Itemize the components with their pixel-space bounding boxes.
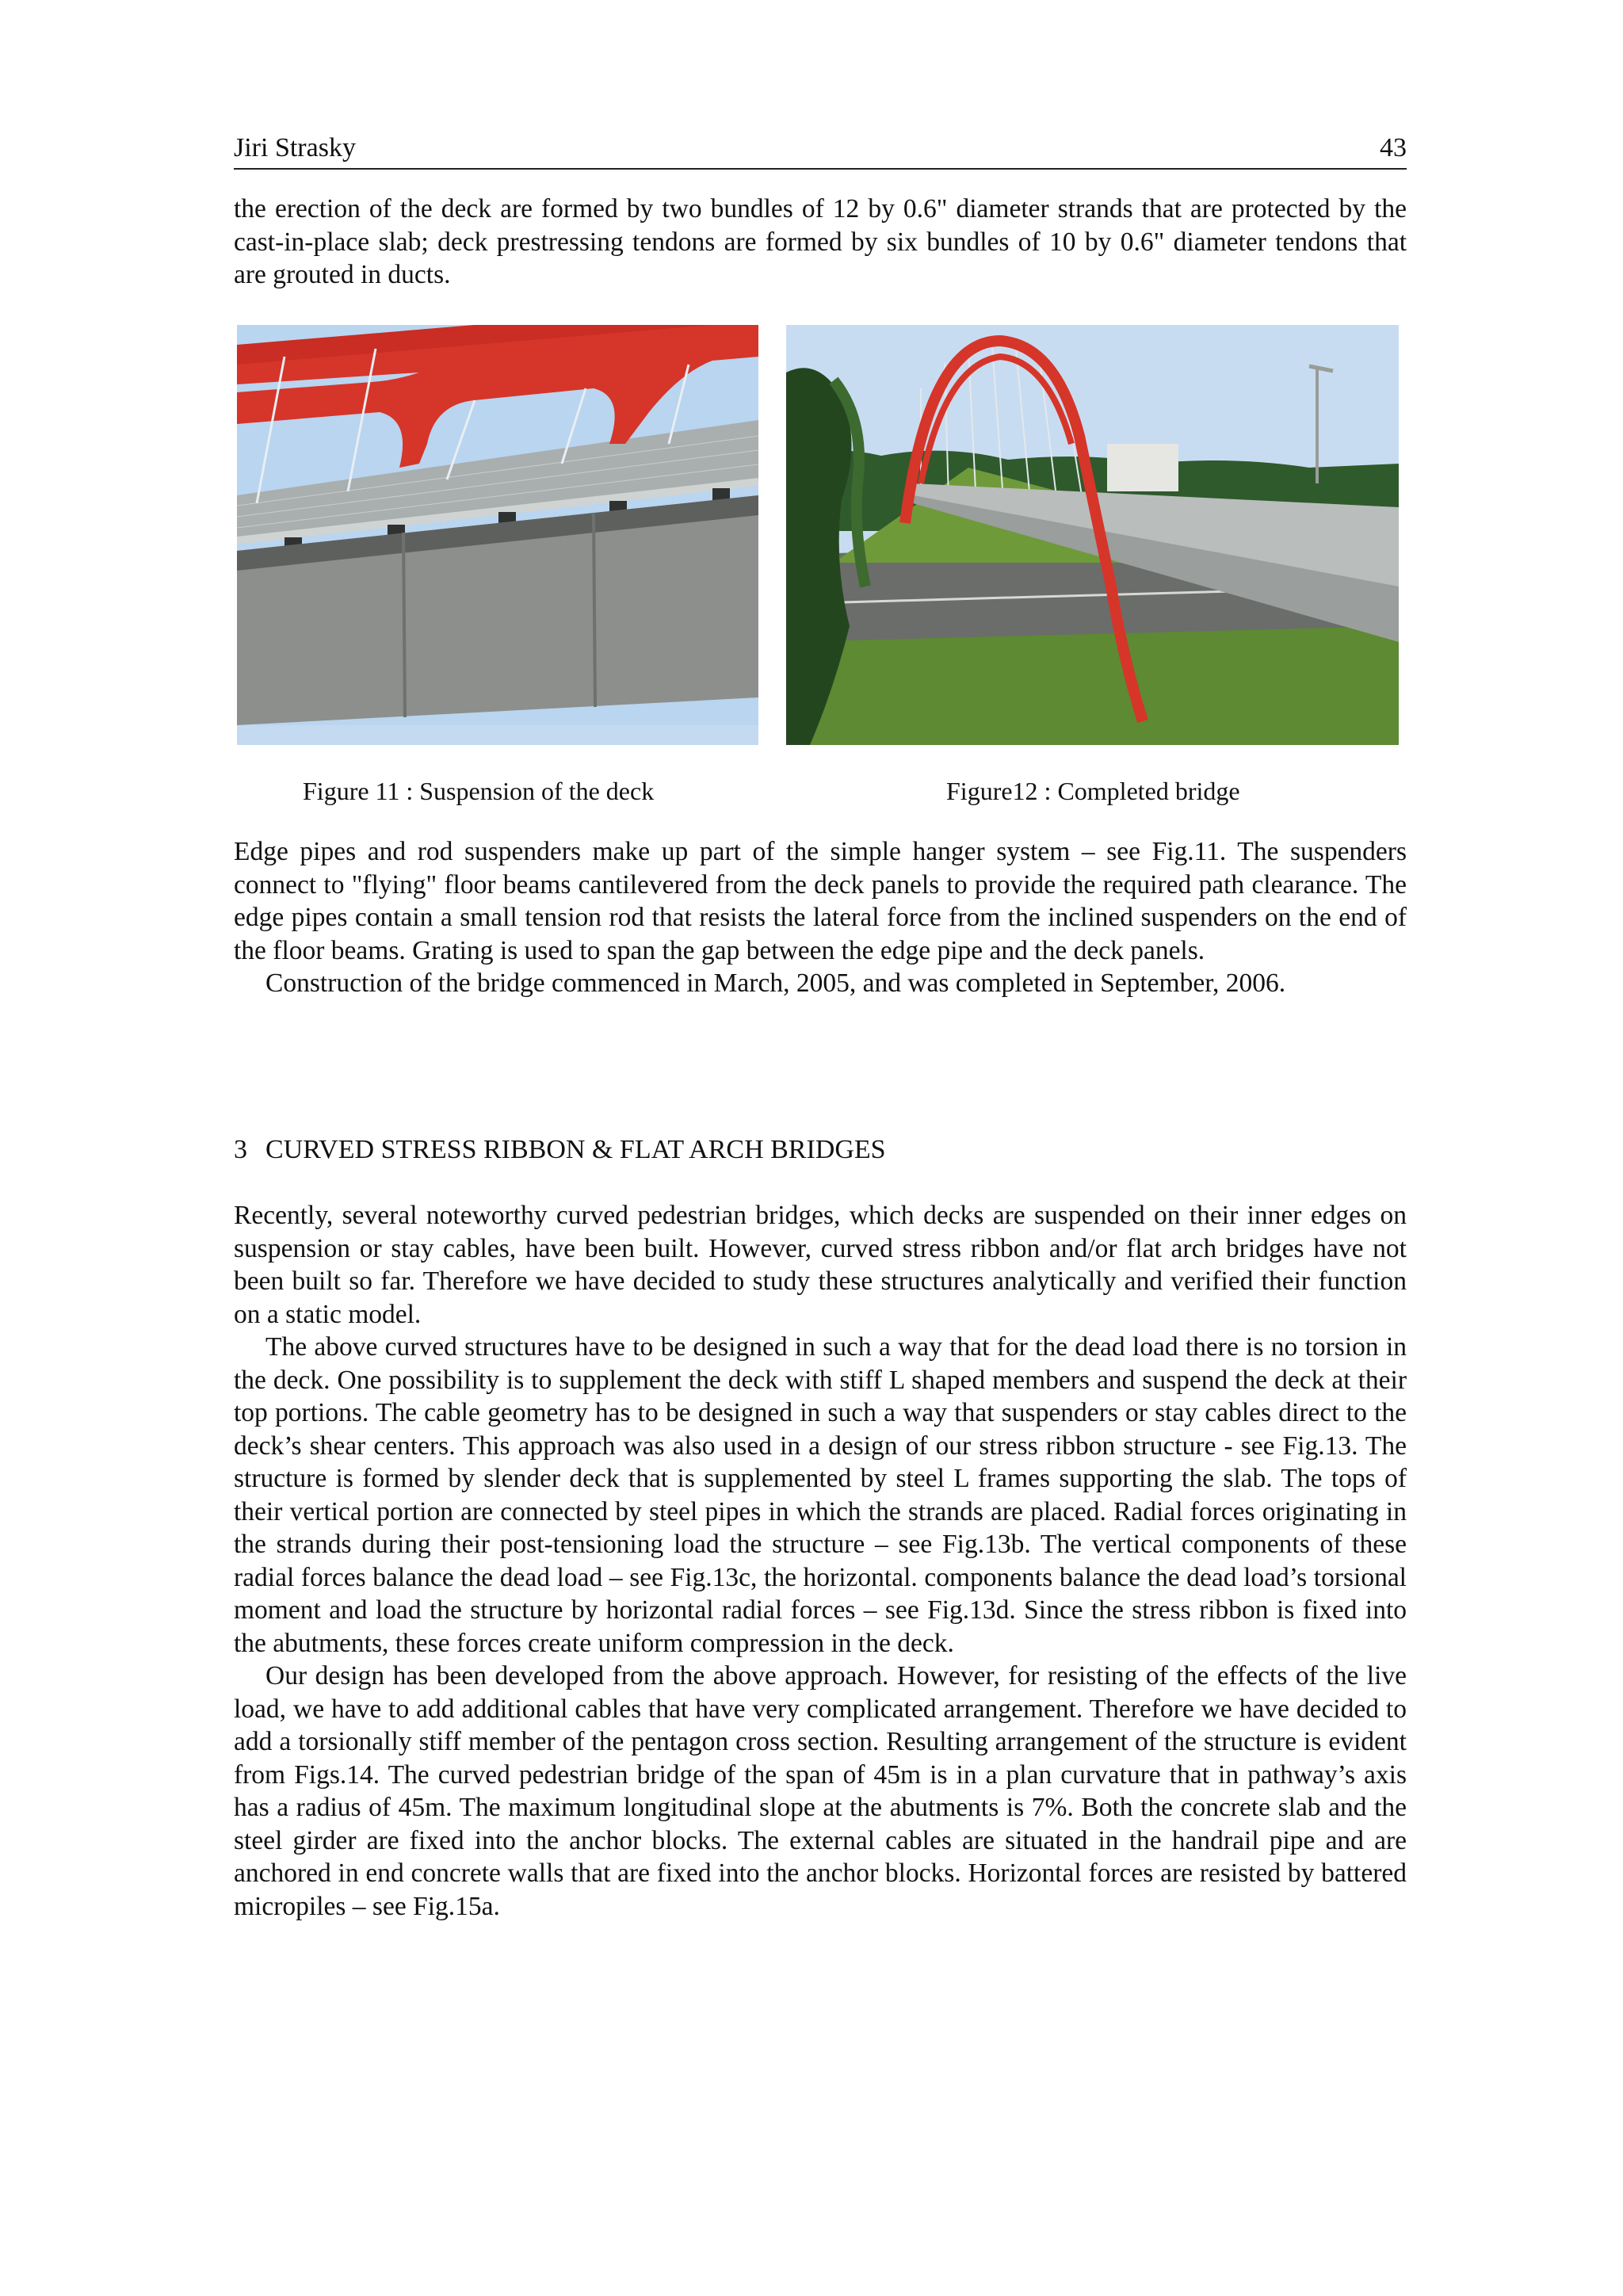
- running-header: [234, 128, 1407, 170]
- figure-12-caption: Figure12 : Completed bridge: [946, 777, 1240, 805]
- figure-11-photo: [237, 325, 758, 745]
- paragraph: The above curved structures have to be designed in such a way that for the dead load there is no torsion in the deck. One possibility is to supplement the deck with stiff L shaped members and suspend the deck at their top portions. The cable geometry has to be designed in such a way that suspenders or stay cables direct to the deck’s shear centers. This approach was also used in a design of our stress ribbon structure - see Fig.13. The structure is formed by slender deck that is supplemented by steel L frames supporting the slab. The tops of their vertical portion are connected by steel pipes in which the strands are placed. Radial forces originating in the strands during their post-tensioning load the structure – see Fig.13b. The vertical components of these radial forces balance the dead load – see Fig.13c, the horizontal. components balance the dead load’s torsional moment and load the structure by horizontal radial forces – see Fig.13d. Since the stress ribbon is fixed into the abutments, these forces create uniform compression in the deck.: [234, 1332, 1407, 1658]
- text-block-after-figures: [234, 835, 1407, 1000]
- figure-12-illustration: [786, 325, 1399, 745]
- figure-11-illustration: [237, 325, 758, 745]
- paragraph: the erection of the deck are formed by two bundles of 12 by 0.6" diameter strands that are protected by the cast-in-place slab; deck prestressing tendons are formed by six bundles of 10 by 0.6" diameter tendons that are grouted in ducts.: [234, 194, 1407, 289]
- text-block-section: [234, 1199, 1407, 1923]
- section-number: 3: [234, 1135, 247, 1164]
- header-page-number: 43: [1380, 133, 1407, 162]
- paragraph: Edge pipes and rod suspenders make up part of the simple hanger system – see Fig.11. The suspenders connect to "flying" floor beams cantilevered from the deck panels to provide the required path clearance. The edge pipes contain a small tension rod that resists the lateral force from the inclined suspenders on the end of the floor beams. Grating is used to span the gap between the edge pipe and the deck panels.: [234, 837, 1407, 965]
- paragraph: Recently, several noteworthy curved pedestrian bridges, which decks are suspended on their inner edges on suspension or stay cables, have been built. However, curved stress ribbon and/or flat arch bridges have not been built so far. Therefore we have decided to study these structures analytically and verified their function on a static model.: [234, 1201, 1407, 1329]
- figure-12-photo: [786, 325, 1399, 745]
- figure-11-caption: Figure 11 : Suspension of the deck: [303, 777, 655, 805]
- section-heading: [234, 1133, 886, 1167]
- paragraph: Our design has been developed from the above approach. However, for resisting of the effects of the live load, we have to add additional cables that have very complicated arrangement. Therefore we have decided to add a torsionally stiff member of the pentagon cross section. Resulting arrangement of the structure is evident from Figs.14. The curved pedestrian bridge of the span of 45m is in a plan curvature that in pathway’s axis has a radius of 45m. The maximum longitudinal slope at the abutments is 7%. Both the concrete slab and the steel girder are fixed into the anchor blocks. The external cables are situated in the handrail pipe and are anchored in end concrete walls that are fixed into the anchor blocks. Horizontal forces are resisted by battered micropiles – see Fig.15a.: [234, 1661, 1407, 1921]
- header-author: Jiri Strasky: [234, 133, 356, 162]
- text-block-top: [234, 193, 1407, 292]
- paragraph: Construction of the bridge commenced in March, 2005, and was completed in September, 2006.: [265, 968, 1286, 998]
- section-title: CURVED STRESS RIBBON & FLAT ARCH BRIDGES: [265, 1135, 886, 1164]
